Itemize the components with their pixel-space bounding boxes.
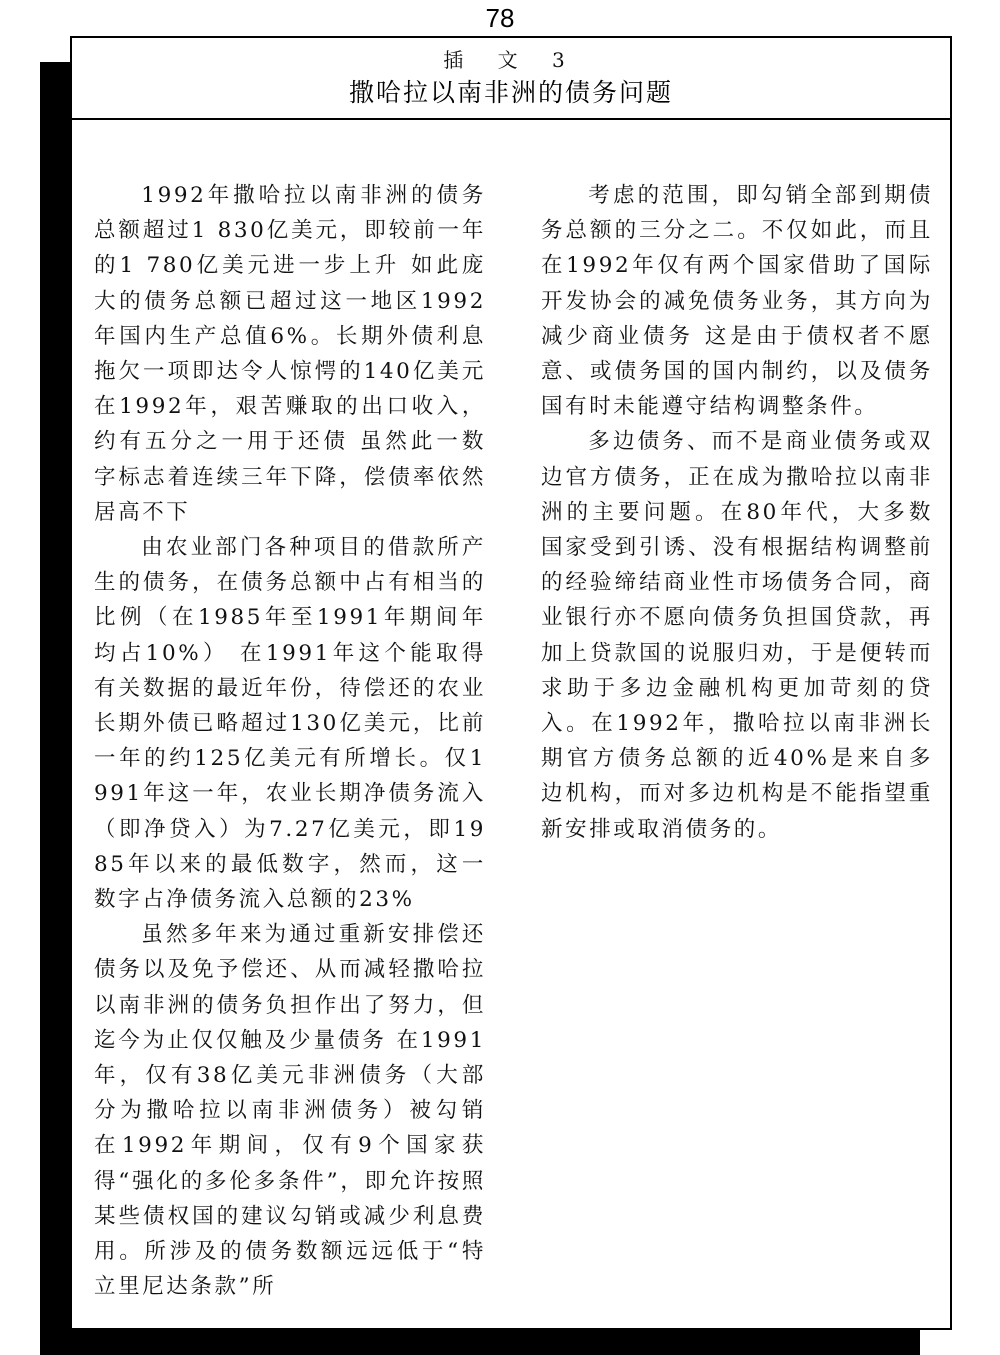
paragraph: 多边债务、而不是商业债务或双边官方债务，正在成为撒哈拉以南非洲的主要问题。在80年代，大多数国家受到引诱、没有根据结构调整前的经验缔结商业性市场债务合同，商业银行亦不愿向债务负担国贷款，再加上贷款国的说服归劝，于是便转而求助于多边金融机构更加苛刻的贷入。在1992年，撒哈拉以南非洲长期官方债务总额的近40%是来自多边机构，而对多边机构是不能指望重新安排或取消债务的。: [541, 429, 933, 842]
paragraph: 由农业部门各种项目的借款所产生的债务，在债务总额中占有相当的比例（在1985年至1991年期间年均占10%） 在1991年这个能取得有关数据的最近年份，待偿还的农业长期外债已略超过130亿美元，比前一年的约125亿美元有所增长。仅1991年这一年，农业长期净债务流入（即净贷入）为7.27亿美元，即1985年以来的最低数字，然而，这一数字占净债务流入总额的23%: [94, 535, 486, 913]
boxed-insert: [70, 36, 952, 1330]
paragraph: 考虑的范围，即勾销全部到期债务总额的三分之二。不仅如此，而且在1992年仅有两个国家借助了国际开发协会的减免债务业务，其方向为减少商业债务 这是由于债权者不愿意、或债务国的国内制约，以及债务国有时未能遵守结构调整条件。: [541, 183, 933, 420]
paragraph: 虽然多年来为通过重新安排偿还债务以及免予偿还、从而减轻撒哈拉以南非洲的债务负担作出了努力，但迄今为止仅仅触及少量债务 在1991年，仅有38亿美元非洲债务（大部分为撒哈拉以南非洲债务）被勾销 在1992年期间，仅有9个国家获得“强化的多伦多条件”，即允许按照某些债权国的建议勾销或减少利息费用。所涉及的债务数额远远低于“特立里尼达条款”所: [94, 922, 486, 1300]
right-column: [541, 178, 933, 847]
paragraph: 1992年撒哈拉以南非洲的债务总额超过1 830亿美元，即较前一年的1 780亿美元进一步上升 如此庞大的债务总额已超过这一地区1992年国内生产总值6%。长期外债利息拖欠一项即达令人惊愕的140亿美元 在1992年，艰苦赚取的出口收入，约有五分之一用于还债 虽然此一数字标志着连续三年下降，偿债率依然居高不下: [94, 183, 486, 525]
box-title: 撒哈拉以南非洲的债务问题: [348, 78, 673, 107]
box-label: 插 文 3: [443, 48, 579, 72]
left-column: [94, 178, 486, 1305]
box-header: [72, 38, 950, 120]
page-number: 78: [485, 3, 515, 33]
